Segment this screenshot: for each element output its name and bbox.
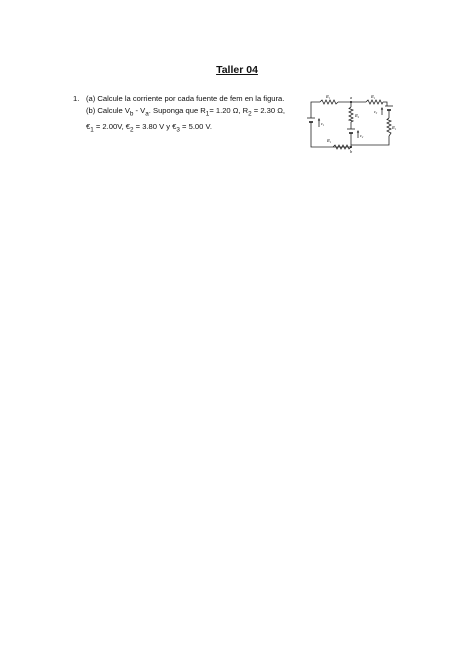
label-r1-top-right: R₁ — [371, 94, 376, 99]
label-node-b: b — [350, 149, 353, 154]
part-b-minus: - V — [133, 106, 146, 115]
problem-1 — [73, 93, 295, 136]
wire-top-right — [383, 102, 387, 106]
part-b-suppose: . Suponga que R — [148, 106, 206, 115]
page-title: Taller 04 — [216, 64, 258, 76]
part-a-text: (a) Calcule la corriente por cada fuente de fem en la figura. — [86, 94, 285, 103]
node-b-dot — [350, 146, 352, 148]
wire-right-lower — [351, 136, 389, 145]
label-e2: ε₂ — [360, 133, 364, 138]
label-r1-bottom: R₁ — [327, 138, 332, 143]
r2-value: = 2.30 Ω, — [251, 106, 286, 115]
arrowhead-e1-icon — [318, 118, 320, 121]
e1-symbol: € — [86, 121, 91, 131]
emf-values — [86, 121, 295, 137]
e3-subscript: 3 — [176, 126, 180, 134]
problem-body — [86, 93, 295, 136]
r2-subscript: 2 — [248, 110, 252, 118]
resistor-r1-top-left — [320, 100, 338, 104]
e1-value: = 2.00V, € — [93, 121, 131, 131]
label-node-a: a — [350, 95, 353, 100]
arrowhead-e2-icon — [357, 130, 359, 133]
part-b-text — [86, 105, 295, 121]
e3-value: = 5.00 V. — [179, 121, 212, 131]
label-r1-right: R₁ — [392, 125, 397, 130]
r1-subscript: 1 — [205, 110, 210, 118]
vb-subscript: b — [129, 110, 134, 118]
e2-subscript: 2 — [130, 126, 134, 134]
label-r2: R₂ — [355, 113, 360, 118]
label-r1-top-left: R₁ — [326, 94, 331, 99]
label-e1: ε₁ — [321, 121, 325, 126]
resistor-r1-right — [387, 118, 391, 136]
resistor-r1-top-right — [366, 100, 383, 104]
wire-top-left — [311, 102, 320, 111]
resistor-r1-bottom — [333, 145, 351, 149]
resistor-r2-middle — [349, 107, 353, 122]
e2-value: = 3.80 V y € — [133, 121, 177, 131]
arrowhead-e3-icon — [381, 107, 383, 110]
va-subscript: a — [145, 110, 149, 118]
label-e3: ε₃ — [374, 109, 378, 114]
problem-number: 1. — [73, 94, 80, 103]
r1-value: = 1.20 Ω, R — [209, 106, 249, 115]
part-b-prefix: (b) Calcule V — [86, 106, 130, 115]
e1-subscript: 1 — [90, 126, 94, 134]
node-a-dot — [350, 101, 352, 103]
circuit-figure — [303, 91, 403, 161]
circuit-diagram — [303, 91, 403, 161]
